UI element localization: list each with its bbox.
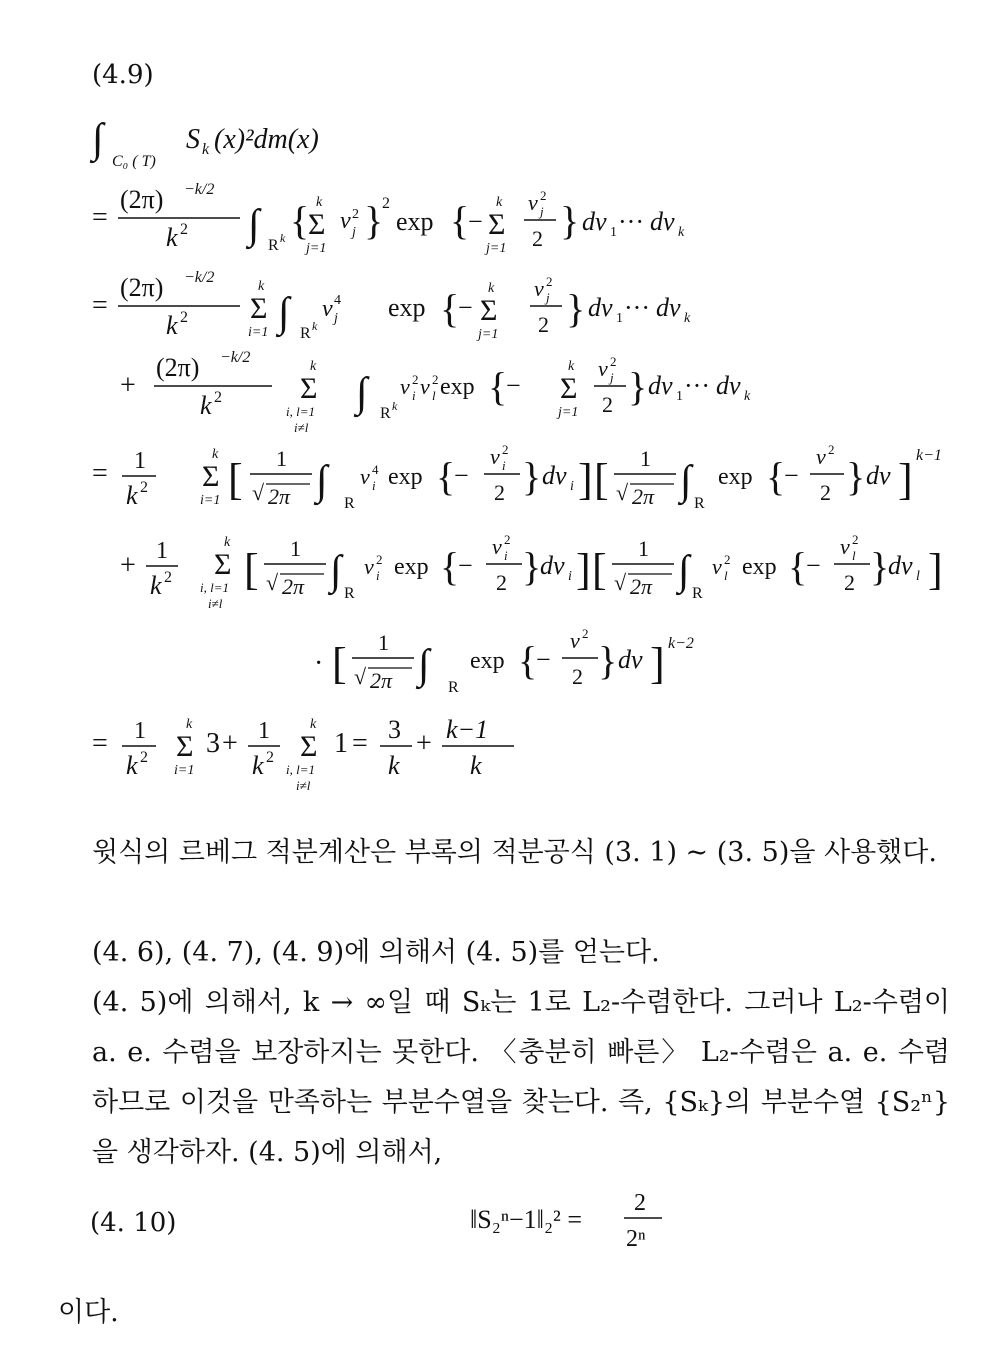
svg-text:4: 4 xyxy=(372,462,379,477)
svg-text:i=1: i=1 xyxy=(200,493,221,508)
svg-text:dv: dv xyxy=(650,207,675,236)
svg-text:i, l=1: i, l=1 xyxy=(286,404,315,419)
line-1 xyxy=(92,181,685,256)
svg-text:−: − xyxy=(536,645,551,674)
svg-text:1: 1 xyxy=(334,728,348,759)
svg-text:k: k xyxy=(258,279,265,294)
svg-text:j=1: j=1 xyxy=(558,405,579,420)
svg-text:k: k xyxy=(310,717,317,732)
paragraph-text: 윗식의 르베그 적분계산은 부록의 적분공식 (3. 1) ~ (3. 5)을 사용했다. xyxy=(92,837,937,868)
svg-text:Σ: Σ xyxy=(308,208,326,241)
svg-text:2: 2 xyxy=(538,312,549,337)
svg-text:k: k xyxy=(744,389,751,404)
svg-text:l: l xyxy=(852,548,856,563)
svg-text:2: 2 xyxy=(540,188,547,203)
svg-text:exp: exp xyxy=(388,293,426,322)
paragraph-lebesgue-note xyxy=(58,828,950,878)
svg-text:}: } xyxy=(522,454,542,499)
svg-text:v: v xyxy=(816,444,826,469)
svg-text:R: R xyxy=(344,495,355,512)
svg-text:exp: exp xyxy=(388,464,423,490)
equation-label-4-10: (4. 10) xyxy=(90,1208,177,1238)
svg-text:v: v xyxy=(712,554,722,579)
svg-text:Σ: Σ xyxy=(488,208,506,241)
svg-text:2: 2 xyxy=(828,442,835,457)
svg-text:k: k xyxy=(392,399,398,413)
svg-text:∫: ∫ xyxy=(330,548,342,594)
svg-text:}: } xyxy=(566,286,586,331)
svg-text:1: 1 xyxy=(134,448,146,474)
rhs-numerator: 2 xyxy=(634,1190,646,1216)
integrand-s-sub: k xyxy=(202,141,210,158)
svg-text:−: − xyxy=(806,551,821,580)
svg-text:−: − xyxy=(458,293,473,322)
line-6 xyxy=(314,626,694,696)
svg-text:i=1: i=1 xyxy=(174,763,195,778)
svg-text:2π: 2π xyxy=(282,574,305,599)
integral-sign: ∫ xyxy=(92,116,104,162)
svg-text:i: i xyxy=(376,568,380,583)
svg-text:[: [ xyxy=(594,455,609,504)
svg-text:√: √ xyxy=(614,570,627,595)
svg-text:2π: 2π xyxy=(268,484,291,509)
svg-text:k: k xyxy=(684,311,691,326)
svg-text:···: ··· xyxy=(618,207,644,236)
svg-text:R: R xyxy=(692,585,703,602)
svg-text:−: − xyxy=(506,371,521,400)
svg-text:2: 2 xyxy=(382,195,390,212)
svg-text:∫: ∫ xyxy=(680,458,692,504)
svg-text:l: l xyxy=(916,569,920,584)
svg-text:j=1: j=1 xyxy=(486,241,507,256)
paragraph-obtain-4-5 xyxy=(58,928,950,978)
svg-text:+: + xyxy=(120,550,136,581)
svg-text:(2π): (2π) xyxy=(156,353,200,382)
svg-text:v: v xyxy=(840,534,850,559)
svg-text:{: { xyxy=(440,544,460,589)
svg-text:4: 4 xyxy=(334,293,341,308)
svg-text:···: ··· xyxy=(684,371,710,400)
svg-text:v: v xyxy=(420,374,430,399)
svg-text:k−2: k−2 xyxy=(668,635,694,652)
svg-text:k: k xyxy=(186,717,193,732)
svg-text:2: 2 xyxy=(180,221,188,238)
svg-text:···: ··· xyxy=(624,293,650,322)
svg-text:{: { xyxy=(290,198,310,243)
svg-text:k: k xyxy=(310,359,317,374)
svg-text:k: k xyxy=(312,319,318,333)
svg-text:v: v xyxy=(534,276,544,301)
svg-text:[: [ xyxy=(592,545,607,594)
svg-text:1: 1 xyxy=(610,225,617,240)
svg-text:1: 1 xyxy=(378,630,389,655)
svg-text:1: 1 xyxy=(276,446,287,471)
svg-text:dv: dv xyxy=(648,371,673,400)
svg-text:i: i xyxy=(502,458,506,473)
line-3 xyxy=(120,349,751,435)
svg-text:j: j xyxy=(334,311,338,326)
svg-text:}: } xyxy=(560,198,580,243)
paragraph-closing xyxy=(58,1288,950,1338)
svg-text:k: k xyxy=(316,195,323,210)
paragraph-text: 이다. xyxy=(58,1297,119,1328)
svg-text:1: 1 xyxy=(134,718,146,744)
svg-text:−k/2: −k/2 xyxy=(184,181,215,198)
equation-label-4-9: (4.9) xyxy=(92,60,154,90)
svg-text:=: = xyxy=(92,728,108,759)
svg-text:v: v xyxy=(598,356,608,381)
svg-text:i: i xyxy=(412,388,416,403)
svg-text:−k/2: −k/2 xyxy=(220,349,251,366)
svg-text:{: { xyxy=(488,364,508,409)
svg-text:=: = xyxy=(92,202,108,233)
svg-text:2: 2 xyxy=(820,480,831,505)
line-4 xyxy=(92,442,942,512)
svg-text:Σ: Σ xyxy=(560,372,578,405)
rhs-denominator: 2ⁿ xyxy=(626,1226,646,1252)
svg-text:1: 1 xyxy=(290,536,301,561)
svg-text:k: k xyxy=(166,223,178,252)
svg-text:R: R xyxy=(344,585,355,602)
svg-text:2: 2 xyxy=(352,207,359,222)
svg-text:v: v xyxy=(490,444,500,469)
svg-text:2: 2 xyxy=(180,309,188,326)
svg-text:−k/2: −k/2 xyxy=(184,269,215,286)
svg-text:v: v xyxy=(400,374,410,399)
svg-text:2: 2 xyxy=(140,749,148,766)
svg-text:i≠l: i≠l xyxy=(294,420,309,435)
svg-text:k: k xyxy=(200,391,212,420)
svg-text:2: 2 xyxy=(496,570,507,595)
svg-text:2: 2 xyxy=(610,354,617,369)
svg-text:l: l xyxy=(432,388,436,403)
svg-text:dv: dv xyxy=(540,551,565,580)
svg-text:1: 1 xyxy=(676,389,683,404)
svg-text:√: √ xyxy=(354,664,367,689)
svg-text:1: 1 xyxy=(156,538,168,564)
svg-text:(2π): (2π) xyxy=(120,273,164,302)
svg-text:∫: ∫ xyxy=(248,202,260,248)
svg-text:2: 2 xyxy=(844,570,855,595)
svg-text:Σ: Σ xyxy=(300,730,318,763)
svg-text:{: { xyxy=(788,544,808,589)
svg-text:∫: ∫ xyxy=(356,370,368,416)
svg-text:k: k xyxy=(126,481,138,510)
svg-text:·: · xyxy=(314,648,324,679)
svg-text:k: k xyxy=(212,447,219,462)
svg-text:2: 2 xyxy=(412,372,419,387)
svg-text:j: j xyxy=(610,370,614,385)
svg-text:∫: ∫ xyxy=(316,458,328,504)
svg-text:k: k xyxy=(252,751,264,780)
svg-text:]: ] xyxy=(578,455,593,504)
svg-text:2: 2 xyxy=(164,569,172,586)
svg-text:v: v xyxy=(322,296,333,322)
svg-text:2: 2 xyxy=(214,389,222,406)
svg-text:dv: dv xyxy=(866,461,891,490)
svg-text:i≠l: i≠l xyxy=(208,596,223,611)
svg-text:v: v xyxy=(570,628,580,653)
svg-text:Σ: Σ xyxy=(202,460,220,493)
svg-text:}: } xyxy=(846,454,866,499)
svg-text:2: 2 xyxy=(602,392,613,417)
coef-num: (2π) xyxy=(120,185,164,214)
svg-text:Σ: Σ xyxy=(480,294,498,327)
svg-text:v: v xyxy=(340,208,351,234)
svg-text:−: − xyxy=(458,551,473,580)
svg-text:}: } xyxy=(364,198,384,243)
svg-text:v: v xyxy=(360,464,370,489)
svg-text:exp: exp xyxy=(440,374,475,400)
svg-text:exp: exp xyxy=(396,207,434,236)
svg-text:[: [ xyxy=(332,639,347,688)
svg-text:i: i xyxy=(372,478,376,493)
svg-text:√: √ xyxy=(252,480,265,505)
svg-text:{: { xyxy=(436,454,456,499)
svg-text:k: k xyxy=(166,311,178,340)
svg-text:j: j xyxy=(352,225,356,240)
svg-text:{: { xyxy=(450,198,470,243)
svg-text:1: 1 xyxy=(258,718,270,744)
integrand-rest: (x)²dm(x) xyxy=(214,124,319,155)
svg-text:k: k xyxy=(678,225,685,240)
svg-text:i=1: i=1 xyxy=(248,325,269,340)
svg-text:2π: 2π xyxy=(632,484,655,509)
svg-text:k: k xyxy=(224,535,231,550)
svg-text:i: i xyxy=(570,479,574,494)
svg-text:k: k xyxy=(126,751,138,780)
svg-text:2: 2 xyxy=(546,274,553,289)
svg-text:k−1: k−1 xyxy=(446,715,489,744)
svg-text:=: = xyxy=(92,290,108,321)
svg-text:{: { xyxy=(518,638,538,683)
svg-text:}: } xyxy=(522,544,542,589)
svg-text:dv: dv xyxy=(582,207,607,236)
svg-text:2: 2 xyxy=(494,480,505,505)
svg-text:k: k xyxy=(496,195,503,210)
svg-text:−: − xyxy=(454,461,469,490)
equation-4-10-formula xyxy=(470,1186,730,1258)
svg-text:2: 2 xyxy=(852,532,859,547)
svg-text:k: k xyxy=(568,359,575,374)
paragraph-text: (4. 6), (4. 7), (4. 9)에 의해서 (4. 5)를 얻는다. xyxy=(92,937,660,968)
svg-text:2: 2 xyxy=(532,226,543,251)
svg-text:dv: dv xyxy=(888,551,913,580)
integral-domain: C₀ ( T) xyxy=(112,153,156,170)
svg-text:2: 2 xyxy=(140,479,148,496)
line-2 xyxy=(92,269,691,342)
svg-text:∫: ∫ xyxy=(678,548,690,594)
svg-text:}: } xyxy=(598,638,618,683)
svg-text:2: 2 xyxy=(266,749,274,766)
line-5 xyxy=(120,532,943,611)
svg-text:i, l=1: i, l=1 xyxy=(200,580,229,595)
svg-text:{: { xyxy=(440,286,460,331)
svg-text:Σ: Σ xyxy=(214,548,232,581)
svg-text:k: k xyxy=(488,281,495,296)
svg-text:2: 2 xyxy=(504,532,511,547)
svg-text:dv: dv xyxy=(542,461,567,490)
svg-text:exp: exp xyxy=(742,554,777,580)
svg-text:k: k xyxy=(280,231,286,245)
svg-text:1: 1 xyxy=(640,446,651,471)
svg-text:2: 2 xyxy=(432,372,439,387)
svg-text:R: R xyxy=(380,405,391,422)
svg-text:k−1: k−1 xyxy=(916,447,942,464)
svg-text:2π: 2π xyxy=(630,574,653,599)
svg-text:Σ: Σ xyxy=(176,730,194,763)
svg-text:i, l=1: i, l=1 xyxy=(286,762,315,777)
paragraph-text: (4. 5)에 의해서, k → ∞일 때 Sₖ는 1로 L₂-수렴한다. 그러나 L₂-수렴이 a. e. 수렴을 보장하지는 못한다. 〈충분히 빠른〉 L₂-수렴은 a. e. 수렴하므로 이것을 만족하는 부분수열을 찾는다. 즉, {Sₖ}의 부분수열 {S₂ⁿ}을 생각하자. (4. 5)에 의해서, xyxy=(92,987,950,1168)
svg-text:i: i xyxy=(504,548,508,563)
svg-text:v: v xyxy=(364,554,374,579)
svg-text:[: [ xyxy=(244,545,259,594)
svg-text:R: R xyxy=(300,325,311,342)
svg-text:]: ] xyxy=(898,455,913,504)
svg-text:{: { xyxy=(766,454,786,499)
svg-text:−: − xyxy=(784,461,799,490)
svg-text:√: √ xyxy=(616,480,629,505)
svg-text:2π: 2π xyxy=(370,668,393,693)
svg-text:k: k xyxy=(150,571,162,600)
svg-text:dv: dv xyxy=(716,371,741,400)
svg-text:[: [ xyxy=(228,455,243,504)
svg-text:l: l xyxy=(724,568,728,583)
svg-text:R: R xyxy=(694,495,705,512)
line-7 xyxy=(92,715,514,793)
svg-text:R: R xyxy=(448,679,459,696)
norm-expression: ‖S₂ⁿ−1‖₂² = xyxy=(470,1205,582,1234)
svg-text:dv: dv xyxy=(656,293,681,322)
svg-text:}: } xyxy=(628,364,648,409)
svg-text:]: ] xyxy=(928,545,943,594)
svg-text:2: 2 xyxy=(724,552,731,567)
svg-text:2: 2 xyxy=(502,442,509,457)
paragraph-convergence xyxy=(58,978,950,1178)
svg-text:]: ] xyxy=(650,639,665,688)
svg-text:∫: ∫ xyxy=(278,290,290,336)
svg-text:v: v xyxy=(528,190,538,215)
svg-text:j: j xyxy=(540,204,544,219)
svg-text:exp: exp xyxy=(470,648,505,674)
svg-text:3: 3 xyxy=(206,728,220,759)
svg-text:}: } xyxy=(870,544,890,589)
svg-text:dv: dv xyxy=(618,645,643,674)
svg-text:]: ] xyxy=(576,545,591,594)
svg-text:1: 1 xyxy=(616,311,623,326)
svg-text:1: 1 xyxy=(638,536,649,561)
svg-text:=: = xyxy=(92,458,108,489)
svg-text:Σ: Σ xyxy=(300,372,318,405)
svg-text:2: 2 xyxy=(376,552,383,567)
svg-text:exp: exp xyxy=(718,464,753,490)
svg-text:v: v xyxy=(492,534,502,559)
svg-text:k: k xyxy=(470,751,482,780)
svg-text:−: − xyxy=(468,207,483,236)
svg-text:√: √ xyxy=(266,570,279,595)
svg-text:+: + xyxy=(416,728,432,759)
svg-text:k: k xyxy=(388,751,400,780)
svg-text:3: 3 xyxy=(388,715,401,744)
svg-text:i: i xyxy=(568,569,572,584)
svg-text:=: = xyxy=(352,728,368,759)
svg-text:R: R xyxy=(268,237,279,254)
lhs-integral xyxy=(89,116,319,170)
svg-text:j=1: j=1 xyxy=(478,327,499,342)
svg-text:2: 2 xyxy=(572,664,583,689)
svg-text:exp: exp xyxy=(394,554,429,580)
svg-text:j: j xyxy=(546,290,550,305)
svg-text:Σ: Σ xyxy=(250,292,268,325)
svg-text:2: 2 xyxy=(582,626,589,641)
svg-text:j=1: j=1 xyxy=(306,241,327,256)
svg-text:+: + xyxy=(120,370,136,401)
svg-text:i≠l: i≠l xyxy=(296,778,311,793)
svg-text:∫: ∫ xyxy=(418,642,430,688)
svg-text:+: + xyxy=(222,728,238,759)
svg-text:dv: dv xyxy=(588,293,613,322)
integrand-s: S xyxy=(186,124,200,155)
